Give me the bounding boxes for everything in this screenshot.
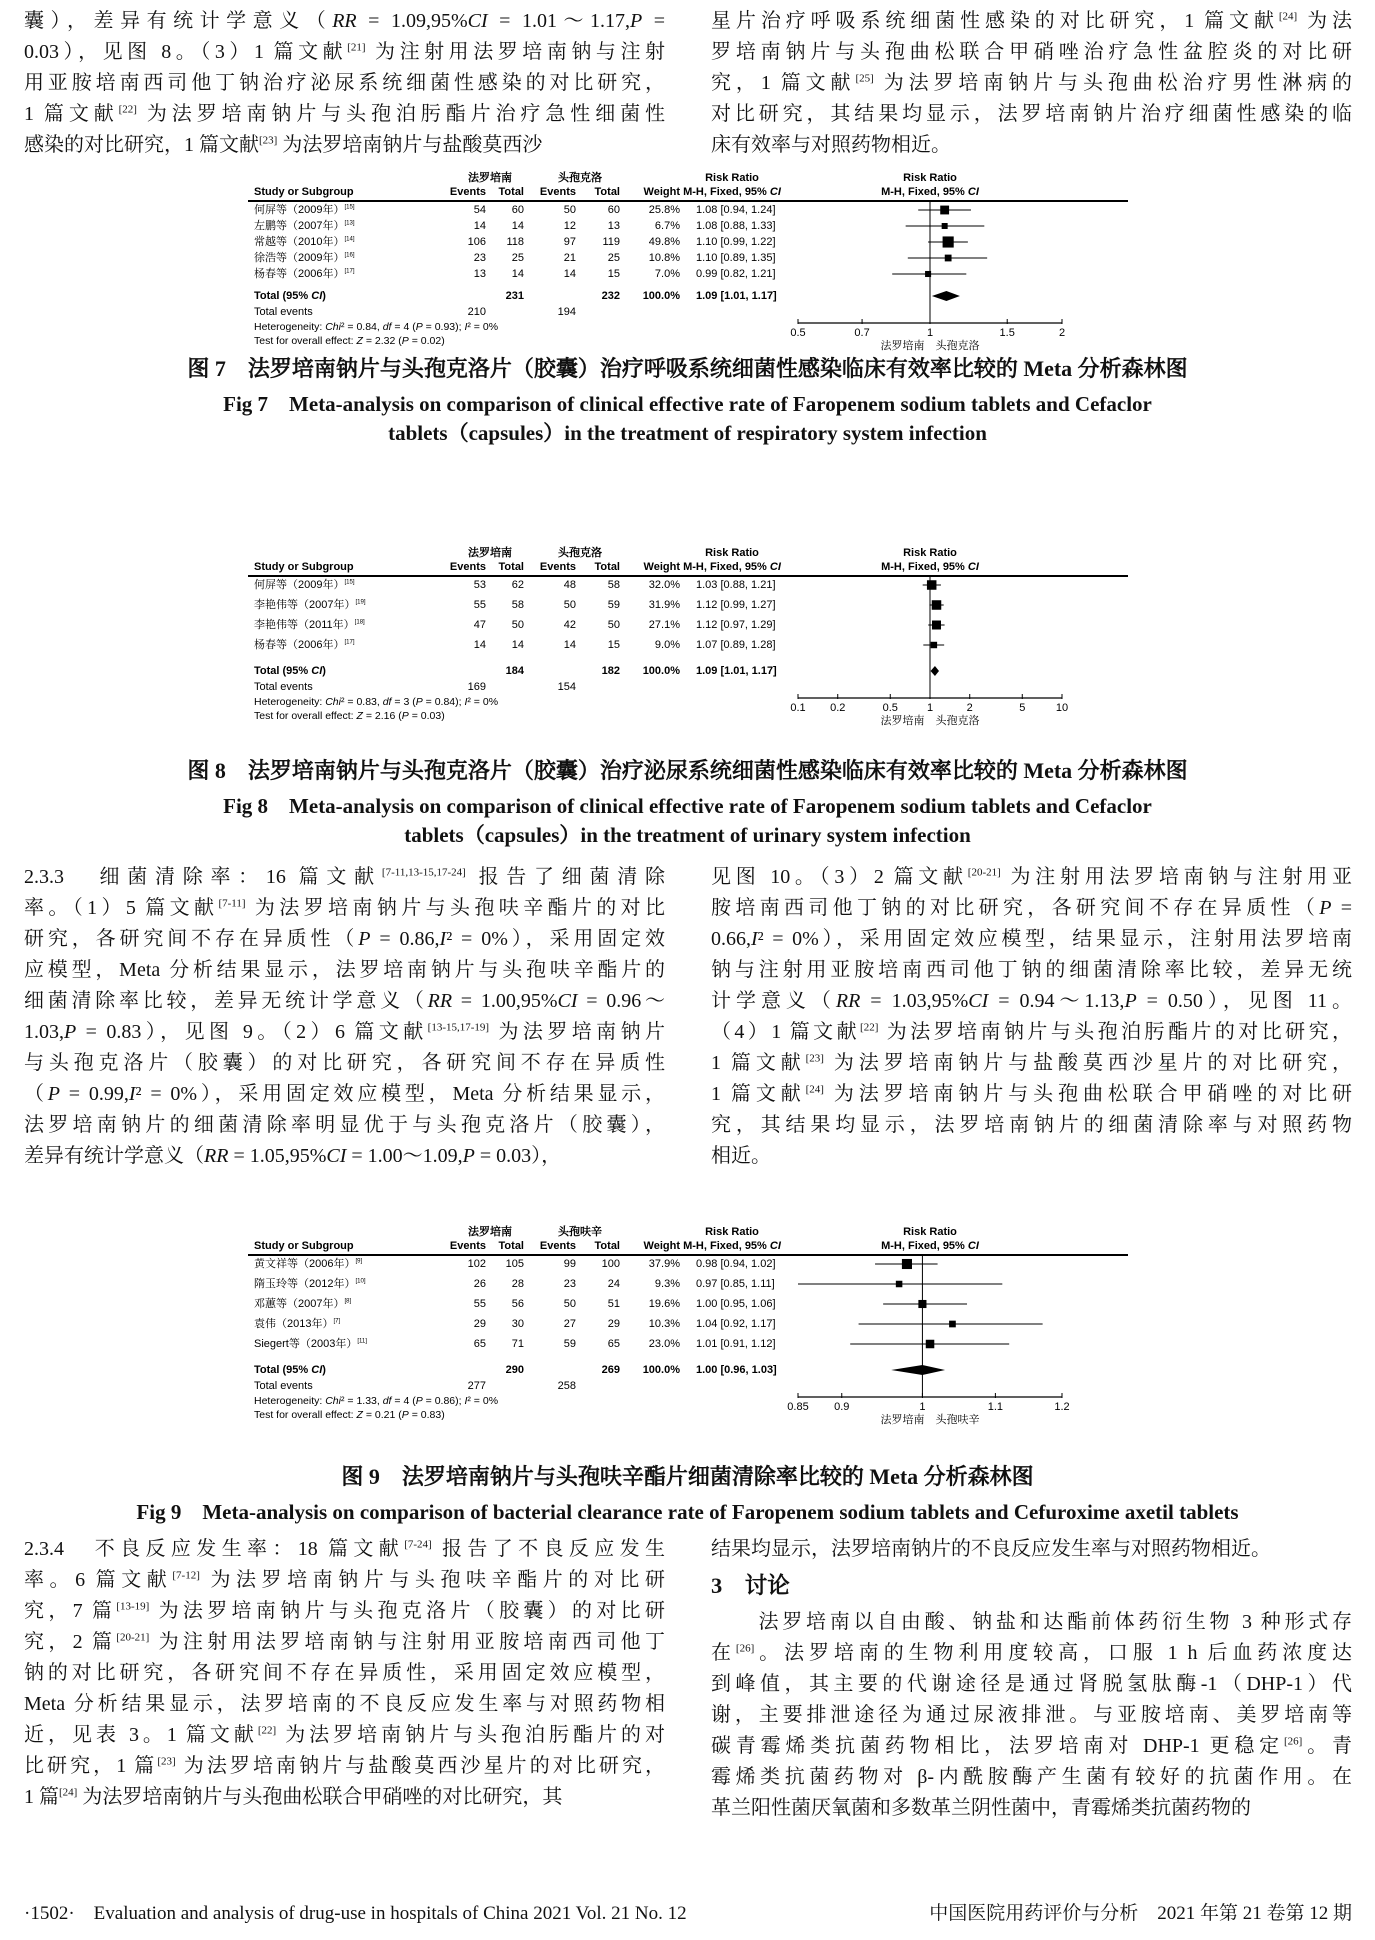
- axis-tick-label: 0.5: [790, 327, 806, 339]
- events1-value: 14: [473, 639, 486, 651]
- study-marker: [932, 621, 941, 630]
- total1-value: 28: [511, 1278, 524, 1290]
- forest-plot-fig7: [248, 170, 1128, 355]
- total1-value: 30: [511, 1318, 524, 1330]
- study-marker: [932, 600, 941, 609]
- events1-value: 55: [473, 1298, 486, 1310]
- page-footer: [24, 1898, 1352, 1925]
- fig7-caption-en: [0, 390, 1375, 448]
- fig9-caption-en: [0, 1498, 1375, 1527]
- text-line: （P = 0.99,I² = 0%），采用固定效应模型，Meta 分析结果显示，: [24, 1083, 666, 1105]
- events1-value: 14: [473, 220, 486, 232]
- total-label: Total (95% CI): [254, 290, 326, 302]
- text-line: 感染的对比研究，1 篇文献[23] 为法罗培南钠片与盐酸莫西沙: [24, 134, 543, 156]
- total-events2: 194: [557, 306, 576, 318]
- rr-ci-text: 1.12 [0.97, 1.29]: [696, 619, 776, 631]
- total-rr-ci: 1.09 [1.01, 1.17]: [696, 665, 777, 677]
- weight-header: Weight: [643, 561, 680, 573]
- text-line: 碳青霉烯类抗菌药物相比，法罗培南对 DHP-1 更稳定[26]。青: [711, 1735, 1353, 1757]
- study-marker: [926, 1340, 935, 1349]
- group1-header: 法罗培南: [468, 172, 512, 184]
- events2-value: 27: [563, 1318, 576, 1330]
- footer-left: ·1502· Evaluation and analysis of drug-use in hospitals of China 2021 Vol. 21 No. 12: [24, 1903, 687, 1924]
- text-line: 差异有统计学意义（RR = 1.05,95%CI = 1.00～1.09,P = 0.03），: [24, 1145, 562, 1167]
- total2-value: 58: [607, 579, 620, 591]
- fig7-caption: [0, 354, 1375, 448]
- study-name: 何屏等（2009年）[15]: [254, 204, 355, 216]
- weight-value: 10.3%: [648, 1318, 680, 1330]
- total-weight: 100.0%: [642, 1364, 680, 1376]
- text-line: 1 篇文献[24] 为法罗培南钠片与头孢曲松联合甲硝唑的对比研: [711, 1083, 1353, 1105]
- events2-value: 59: [563, 1338, 576, 1350]
- study-name: 邓蕙等（2007年）[8]: [254, 1298, 352, 1310]
- total2-value: 65: [607, 1338, 620, 1350]
- events2-value: 50: [563, 1298, 576, 1310]
- total-events1: 277: [467, 1380, 486, 1392]
- total2-value: 29: [607, 1318, 620, 1330]
- total1-header: Total: [498, 561, 524, 573]
- study-marker: [927, 580, 937, 590]
- study-marker: [925, 271, 931, 277]
- weight-value: 9.3%: [654, 1278, 680, 1290]
- total2-value: 119: [602, 236, 620, 248]
- study-name: 隋玉玲等（2012年）[10]: [254, 1278, 366, 1290]
- total1-value: 71: [511, 1338, 524, 1350]
- text-line: 比研究，1 篇[23] 为法罗培南钠片与盐酸莫西沙星片的对比研究，: [24, 1755, 666, 1777]
- total2-value: 15: [607, 268, 620, 280]
- weight-value: 19.6%: [648, 1298, 680, 1310]
- events2-value: 21: [563, 252, 576, 264]
- mh-header: M-H, Fixed, 95% CI: [683, 186, 781, 198]
- total1-value: 25: [511, 252, 524, 264]
- events2-value: 48: [563, 579, 576, 591]
- heterogeneity-text: Heterogeneity: Chi² = 0.84, df = 4 (P = 0.93); I² = 0%: [254, 321, 499, 333]
- text-line: 法罗培南钠片的细菌清除率明显优于与头孢克洛片（胶囊），: [24, 1114, 665, 1136]
- study-marker: [896, 1281, 903, 1288]
- header-rule: [248, 1254, 1128, 1256]
- total1-value: 118: [506, 236, 524, 248]
- events2-value: 14: [563, 639, 576, 651]
- total2-value: 100: [601, 1258, 620, 1270]
- mh-plot-header: M-H, Fixed, 95% CI: [881, 1240, 979, 1252]
- study-name: 左鹏等（2007年）[13]: [254, 220, 355, 232]
- text-line: 法罗培南以自由酸、钠盐和达酯前体药衍生物 3 种形式存: [711, 1611, 1352, 1633]
- total1-value: 58: [511, 599, 524, 611]
- risk-ratio-header: Risk Ratio: [705, 172, 759, 184]
- section-233-block: [24, 862, 1352, 1182]
- total1-sum: 231: [505, 290, 524, 302]
- events1-value: 29: [473, 1318, 486, 1330]
- fig7-caption-cn: 图 7 法罗培南钠片与头孢克洛片（胶囊）治疗呼吸系统细菌性感染临床有效率比较的 Meta 分析森林图: [187, 356, 1188, 381]
- text-line: 霉烯类抗菌药物对 β-内酰胺酶产生菌有较好的抗菌作用。在: [711, 1766, 1352, 1788]
- total2-value: 24: [607, 1278, 620, 1290]
- rr-ci-text: 1.08 [0.94, 1.24]: [696, 204, 776, 216]
- events2-header: Events: [539, 1240, 576, 1252]
- text-line: 究，2 篇[20-21] 为注射用法罗培南钠与注射用亚胺培南西司他丁: [24, 1631, 666, 1653]
- axis-tick-label: 2: [1058, 327, 1066, 339]
- text-line: 与头孢克洛片（胶囊）的对比研究，各研究间不存在异质性: [24, 1052, 665, 1074]
- weight-value: 9.0%: [654, 639, 680, 651]
- total2-value: 50: [607, 619, 620, 631]
- fig8-caption: [0, 756, 1375, 850]
- text-line: 研究，各研究间不存在异质性（P = 0.86,I² = 0%），采用固定效: [24, 928, 666, 950]
- fig8-caption-en: [0, 792, 1375, 850]
- axis-tick-label: 0.1: [790, 702, 806, 714]
- total2-sum: 269: [601, 1364, 620, 1376]
- overall-effect-text: Test for overall effect: Z = 2.32 (P = 0.02): [254, 335, 445, 347]
- events1-value: 55: [473, 599, 486, 611]
- text-line: 究，其结果均显示，法罗培南钠片的细菌清除率与对照药物: [711, 1114, 1352, 1136]
- axis-tick-label: 1.5: [999, 327, 1015, 339]
- axis-tick-label: 0.2: [830, 702, 846, 714]
- heterogeneity-text: Heterogeneity: Chi² = 0.83, df = 3 (P = 0.84); I² = 0%: [254, 696, 499, 708]
- group1-header: 法罗培南: [468, 547, 512, 559]
- total2-value: 15: [607, 639, 620, 651]
- total-events2: 258: [557, 1380, 576, 1392]
- total2-value: 13: [607, 220, 620, 232]
- study-name: 徐浩等（2009年）[16]: [254, 252, 355, 264]
- total-rr-ci: 1.09 [1.01, 1.17]: [696, 290, 777, 302]
- rr-ci-text: 1.07 [0.89, 1.28]: [696, 639, 776, 651]
- text-line: 应模型，Meta 分析结果显示，法罗培南钠片与头孢呋辛酯片的: [24, 959, 665, 981]
- events1-value: 26: [473, 1278, 486, 1290]
- events1-header: Events: [449, 561, 486, 573]
- text-line: 1 篇[24] 为法罗培南钠片与头孢曲松联合甲硝唑的对比研究，其: [24, 1786, 563, 1808]
- text-line: tablets（capsules）in the treatment of urinary system infection: [404, 823, 971, 847]
- risk-ratio-header: Risk Ratio: [705, 547, 759, 559]
- total1-value: 56: [511, 1298, 524, 1310]
- text-line: 0.66,I² = 0%），采用固定效应模型，结果显示，注射用法罗培南: [711, 928, 1352, 950]
- text-line: 在[26]。法罗培南的生物利用度较高，口服 1 h 后血药浓度达: [711, 1642, 1353, 1664]
- axis-tick-label: 1.1: [987, 1401, 1004, 1413]
- axis-caption: 法罗培南 头孢克洛: [880, 715, 980, 727]
- forest-plot-fig9: [248, 1224, 1128, 1429]
- rr-ci-text: 1.01 [0.91, 1.12]: [696, 1338, 776, 1350]
- axis-tick-label: 2: [966, 702, 973, 714]
- text-line: 2.3.3 细菌清除率：16 篇文献[7-11,13-15,17-24] 报告了细菌清除: [24, 866, 666, 888]
- text-line: Fig 7 Meta-analysis on comparison of clinical effective rate of Faropenem sodium tablets and Cefaclor: [223, 392, 1152, 416]
- text-line: Fig 8 Meta-analysis on comparison of clinical effective rate of Faropenem sodium tablets and Cefaclor: [223, 794, 1152, 818]
- total1-value: 14: [511, 220, 524, 232]
- study-marker: [918, 1300, 926, 1308]
- risk-ratio-plot-header: Risk Ratio: [903, 1226, 957, 1238]
- total2-sum: 182: [601, 665, 620, 677]
- rr-ci-text: 1.10 [0.99, 1.22]: [696, 236, 776, 248]
- text-line: 1 篇文献[22] 为法罗培南钠片与头孢泊肟酯片治疗急性细菌性: [24, 103, 666, 125]
- weight-value: 27.1%: [648, 619, 680, 631]
- group2-header: 头孢呋辛: [558, 1226, 602, 1238]
- axis-tick-label: 0.5: [882, 702, 898, 714]
- axis-tick-label: 10: [1055, 702, 1069, 714]
- rr-ci-text: 1.12 [0.99, 1.27]: [696, 599, 776, 611]
- total-weight: 100.0%: [642, 290, 680, 302]
- text-line: 见图 10。（3）2 篇文献[20-21] 为注射用法罗培南钠与注射用亚: [711, 866, 1353, 888]
- group2-header: 头孢克洛: [558, 172, 602, 184]
- text-line: 0.03），见图 8。（3）1 篇文献[21] 为注射用法罗培南钠与注射: [24, 41, 666, 63]
- study-marker: [945, 255, 952, 262]
- events2-value: 97: [563, 236, 576, 248]
- total-label: Total (95% CI): [254, 665, 326, 677]
- heterogeneity-text: Heterogeneity: Chi² = 1.33, df = 4 (P = 0.86); I² = 0%: [254, 1395, 499, 1407]
- axis-tick-label: 0.9: [834, 1401, 850, 1413]
- events2-header: Events: [539, 186, 576, 198]
- text-line: 用亚胺培南西司他丁钠治疗泌尿系统细菌性感染的对比研究，: [24, 72, 665, 94]
- rr-ci-text: 1.10 [0.89, 1.35]: [696, 252, 776, 264]
- text-line: 结果均显示，法罗培南钠片的不良反应发生率与对照药物相近。: [711, 1538, 1271, 1560]
- text-line: 计学意义（RR = 1.03,95%CI = 0.94～1.13,P = 0.50），见图 11。: [711, 990, 1352, 1012]
- text-line: 对比研究，其结果均显示，法罗培南钠片治疗细菌性感染的临: [711, 103, 1352, 125]
- total-events1: 210: [467, 306, 486, 318]
- axis-tick-label: 1: [926, 327, 934, 339]
- axis-tick-label: 0.85: [787, 1401, 809, 1413]
- s234-right-column: [711, 1534, 1352, 1864]
- total2-header: Total: [594, 1240, 620, 1252]
- text-line: 钠的对比研究，各研究间不存在异质性，采用固定效应模型，: [24, 1662, 665, 1684]
- events1-value: 54: [473, 204, 486, 216]
- text-line: 率。6 篇文献[7-12] 为法罗培南钠片与头孢呋辛酯片的对比研: [24, 1569, 665, 1591]
- section-234-block: [24, 1534, 1352, 1864]
- rr-ci-text: 0.98 [0.94, 1.02]: [696, 1258, 776, 1270]
- text-line: 星片治疗呼吸系统细菌性感染的对比研究，1 篇文献[24] 为法: [711, 10, 1353, 32]
- weight-header: Weight: [643, 1240, 680, 1252]
- footer-right: 中国医院用药评价与分析 2021 年第 21 卷第 12 期: [929, 1903, 1352, 1924]
- weight-value: 31.9%: [648, 599, 680, 611]
- text-line: 细菌清除率比较，差异无统计学意义（RR = 1.00,95%CI = 0.96～: [24, 990, 666, 1012]
- study-name: 李艳伟等（2011年）[18]: [254, 619, 365, 631]
- study-marker: [931, 642, 937, 648]
- events1-value: 23: [473, 252, 486, 264]
- text-line: 囊），差异有统计学意义（RR = 1.09,95%CI = 1.01～1.17,P =: [24, 10, 666, 32]
- fig8-caption-cn: 图 8 法罗培南钠片与头孢克洛片（胶囊）治疗泌尿系统细菌性感染临床有效率比较的 Meta 分析森林图: [187, 758, 1188, 783]
- weight-value: 37.9%: [648, 1258, 680, 1270]
- rr-ci-text: 1.00 [0.95, 1.06]: [696, 1298, 776, 1310]
- text-line: 1 篇文献[23] 为法罗培南钠片与盐酸莫西沙星片的对比研究，: [711, 1052, 1353, 1074]
- intro-left-column: [24, 6, 665, 166]
- events2-value: 50: [563, 599, 576, 611]
- axis-tick-label: 0.7: [854, 327, 870, 339]
- axis-tick-label: 1: [926, 702, 934, 714]
- events1-value: 106: [467, 236, 486, 248]
- text-line: 究，1 篇文献[25] 为法罗培南钠片与头孢曲松治疗男性淋病的: [711, 72, 1353, 94]
- axis-caption: 法罗培南 头孢呋辛: [880, 1414, 980, 1426]
- weight-value: 25.8%: [648, 204, 680, 216]
- text-line: 床有效率与对照药物相近。: [711, 134, 951, 156]
- study-name: 李艳伟等（2007年）[19]: [254, 599, 366, 611]
- total2-sum: 232: [601, 290, 620, 302]
- total1-value: 105: [505, 1258, 524, 1270]
- group2-header: 头孢克洛: [558, 547, 602, 559]
- study-name: 何屏等（2009年）[15]: [254, 579, 355, 591]
- rr-ci-text: 0.97 [0.85, 1.11]: [696, 1278, 775, 1290]
- weight-value: 23.0%: [648, 1338, 680, 1350]
- rr-ci-text: 1.03 [0.88, 1.21]: [696, 579, 776, 591]
- total1-value: 62: [511, 579, 524, 591]
- total1-header: Total: [498, 1240, 524, 1252]
- study-column-header: Study or Subgroup: [254, 1240, 354, 1252]
- rr-ci-text: 1.08 [0.88, 1.33]: [696, 220, 776, 232]
- study-marker: [940, 206, 949, 215]
- text-line: 胺培南西司他丁钠的对比研究，各研究间不存在异质性（P =: [711, 897, 1353, 919]
- total2-value: 59: [607, 599, 620, 611]
- study-name: 袁伟（2013年）[7]: [254, 1318, 341, 1330]
- events2-value: 99: [563, 1258, 576, 1270]
- axis-caption: 法罗培南 头孢克洛: [880, 340, 980, 352]
- text-line: 罗培南钠片与头孢曲松联合甲硝唑治疗急性盆腔炎的对比研: [711, 41, 1352, 63]
- total2-header: Total: [594, 561, 620, 573]
- weight-header: Weight: [643, 186, 680, 198]
- total-diamond: [931, 666, 939, 676]
- events1-value: 53: [473, 579, 486, 591]
- text-line: tablets（capsules）in the treatment of respiratory system infection: [388, 421, 987, 445]
- forest-plot-fig8: [248, 545, 1128, 730]
- weight-value: 49.8%: [648, 236, 680, 248]
- total1-sum: 290: [505, 1364, 524, 1376]
- total-events-label: Total events: [254, 681, 313, 693]
- s234-right-intro: [711, 1534, 1352, 1565]
- total1-sum: 184: [505, 665, 524, 677]
- total2-value: 60: [607, 204, 620, 216]
- total-events2: 154: [557, 681, 576, 693]
- risk-ratio-plot-header: Risk Ratio: [903, 172, 957, 184]
- total-weight: 100.0%: [642, 665, 680, 677]
- text-line: 2.3.4 不良反应发生率：18 篇文献[7-24] 报告了不良反应发生: [24, 1538, 666, 1560]
- events1-value: 13: [473, 268, 486, 280]
- text-line: 率。（1）5 篇文献[7-11] 为法罗培南钠片与头孢呋辛酯片的对比: [24, 897, 666, 919]
- events1-header: Events: [449, 186, 486, 198]
- mh-plot-header: M-H, Fixed, 95% CI: [881, 561, 979, 573]
- total-events1: 169: [467, 681, 486, 693]
- risk-ratio-plot-header: Risk Ratio: [903, 547, 957, 559]
- overall-effect-text: Test for overall effect: Z = 0.21 (P = 0.83): [254, 1409, 445, 1421]
- study-marker: [902, 1259, 912, 1269]
- events2-value: 23: [563, 1278, 576, 1290]
- axis-tick-label: 1: [919, 1401, 926, 1413]
- study-name: 常越等（2010年）[14]: [254, 236, 355, 248]
- rr-ci-text: 1.04 [0.92, 1.17]: [696, 1318, 776, 1330]
- total-diamond: [932, 291, 960, 301]
- total1-value: 50: [511, 619, 524, 631]
- events1-value: 47: [473, 619, 486, 631]
- text-line: 革兰阳性菌厌氧菌和多数革兰阴性菌中，青霉烯类抗菌药物的: [711, 1797, 1251, 1819]
- events1-header: Events: [449, 1240, 486, 1252]
- discussion-paragraph: [711, 1607, 1352, 1824]
- intro-text-block: [24, 6, 1352, 166]
- total1-value: 14: [511, 639, 524, 651]
- study-column-header: Study or Subgroup: [254, 186, 354, 198]
- study-name: Siegert等（2003年）[11]: [254, 1338, 367, 1350]
- discussion-heading: 3 讨论: [711, 1573, 790, 1598]
- total1-value: 60: [511, 204, 524, 216]
- text-line: Meta 分析结果显示，法罗培南的不良反应发生率与对照药物相: [24, 1693, 665, 1715]
- study-name: 黄文祥等（2006年）[9]: [254, 1258, 363, 1270]
- total-events-label: Total events: [254, 306, 313, 318]
- study-name: 杨春等（2006年）[17]: [254, 268, 355, 280]
- study-column-header: Study or Subgroup: [254, 561, 354, 573]
- events1-value: 65: [473, 1338, 486, 1350]
- study-marker: [942, 223, 948, 229]
- rr-ci-text: 0.99 [0.82, 1.21]: [696, 268, 776, 280]
- events2-value: 42: [563, 619, 576, 631]
- text-line: 究，7 篇[13-19] 为法罗培南钠片与头孢克洛片（胶囊）的对比研: [24, 1600, 666, 1622]
- total1-value: 14: [511, 268, 524, 280]
- fig9-caption: [0, 1462, 1375, 1527]
- text-line: Fig 9 Meta-analysis on comparison of bacterial clearance rate of Faropenem sodium tablets and Cefuroxime axetil tablets: [136, 1500, 1239, 1524]
- risk-ratio-header: Risk Ratio: [705, 1226, 759, 1238]
- text-line: （4）1 篇文献[22] 为法罗培南钠片与头孢泊肟酯片的对比研究，: [711, 1021, 1353, 1043]
- intro-right-column: [711, 6, 1352, 166]
- study-marker: [943, 236, 954, 247]
- s233-right-column: [711, 862, 1352, 1182]
- mh-header: M-H, Fixed, 95% CI: [683, 1240, 781, 1252]
- weight-value: 7.0%: [654, 268, 680, 280]
- weight-value: 10.8%: [648, 252, 680, 264]
- study-marker: [949, 1321, 956, 1328]
- weight-value: 6.7%: [654, 220, 680, 232]
- header-rule: [248, 575, 1128, 577]
- fig9-caption-cn: 图 9 法罗培南钠片与头孢呋辛酯片细菌清除率比较的 Meta 分析森林图: [341, 1464, 1034, 1489]
- s233-left-column: [24, 862, 665, 1182]
- events2-value: 14: [563, 268, 576, 280]
- text-line: 到峰值，其主要的代谢途径是通过肾脱氢肽酶-1（DHP-1）代: [711, 1673, 1352, 1695]
- events2-header: Events: [539, 561, 576, 573]
- overall-effect-text: Test for overall effect: Z = 2.16 (P = 0.03): [254, 710, 445, 722]
- total2-value: 25: [607, 252, 620, 264]
- text-line: 谢，主要排泄途径为通过尿液排泄。与亚胺培南、美罗培南等: [711, 1704, 1352, 1726]
- total-rr-ci: 1.00 [0.96, 1.03]: [696, 1364, 777, 1376]
- s234-left-column: [24, 1534, 665, 1864]
- text-line: 1.03,P = 0.83），见图 9。（2）6 篇文献[13-15,17-19] 为法罗培南钠片: [24, 1021, 666, 1043]
- weight-value: 32.0%: [648, 579, 680, 591]
- text-line: 钠与注射用亚胺培南西司他丁钠的细菌清除率比较，差异无统: [711, 959, 1352, 981]
- study-name: 杨春等（2006年）[17]: [254, 639, 355, 651]
- events1-value: 102: [467, 1258, 486, 1270]
- text-line: 近，见表 3。1 篇文献[22] 为法罗培南钠片与头孢泊肟酯片的对: [24, 1724, 666, 1746]
- text-line: 相近。: [711, 1145, 771, 1167]
- mh-header: M-H, Fixed, 95% CI: [683, 561, 781, 573]
- total2-value: 51: [607, 1298, 620, 1310]
- group1-header: 法罗培南: [468, 1226, 512, 1238]
- events2-value: 50: [563, 204, 576, 216]
- total-diamond: [891, 1365, 945, 1375]
- total2-header: Total: [594, 186, 620, 198]
- total-events-label: Total events: [254, 1380, 313, 1392]
- events2-value: 12: [563, 220, 576, 232]
- mh-plot-header: M-H, Fixed, 95% CI: [881, 186, 979, 198]
- axis-tick-label: 1.2: [1054, 1401, 1070, 1413]
- total1-header: Total: [498, 186, 524, 198]
- total-label: Total (95% CI): [254, 1364, 326, 1376]
- axis-tick-label: 5: [1019, 702, 1026, 714]
- header-rule: [248, 200, 1128, 202]
